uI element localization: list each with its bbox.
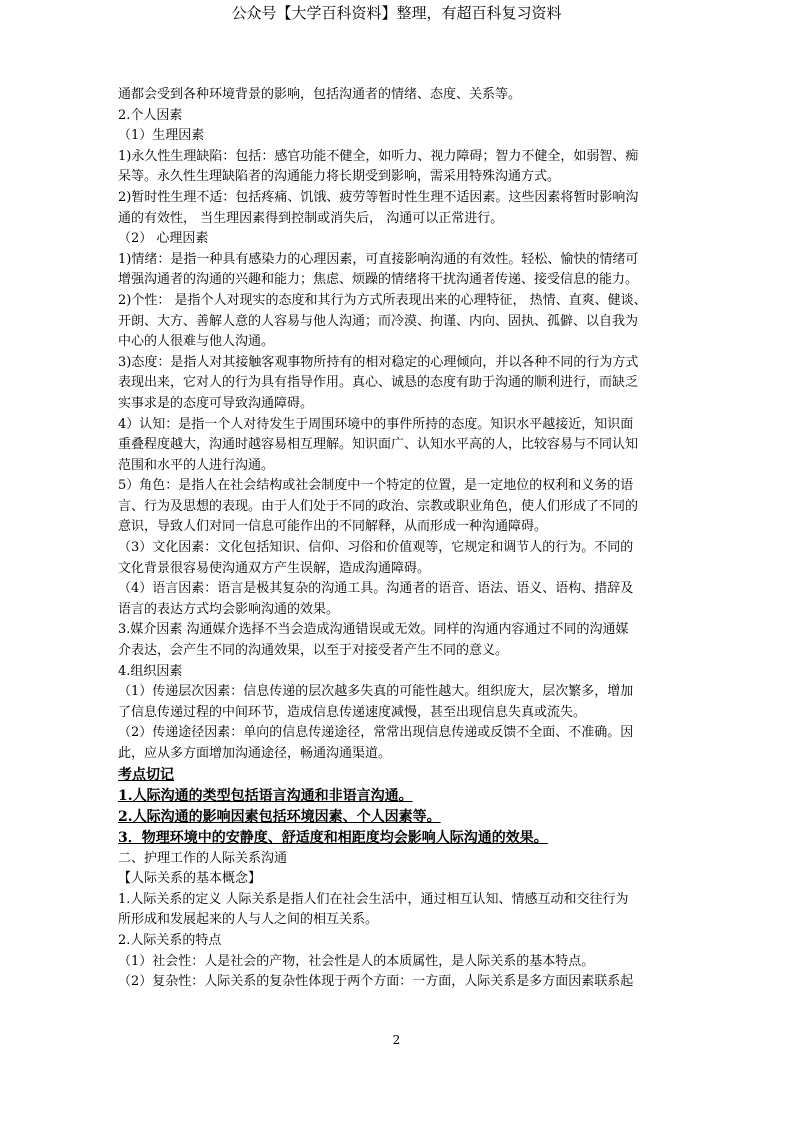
- text-line: 所形成和发展起来的人与人之间的相互关系。: [118, 912, 379, 928]
- text-line: 表现出来，它对人的行为具有指导作用。真心、诚恳的态度有助于沟通的顺利进行，而缺乏: [118, 375, 639, 391]
- text-line: 3.媒介因素 沟通媒介选择不当会造成沟通错误或无效。同样的沟通内容通过不同的沟通媒: [118, 622, 629, 638]
- page-number: 2: [392, 1033, 401, 1047]
- text-line: 3)态度：是指人对其接触客观事物所持有的相对稳定的心理倾向，并以各种不同的行为方式: [118, 354, 639, 370]
- text-line: 文化背景很容易使沟通双方产生误解，造成沟通障碍。: [118, 560, 431, 576]
- key-points-title: 考点切记: [118, 766, 174, 783]
- text-line: 开朗、大方、善解人意的人容易与他人沟通；而冷漠、拘谨、内向、固执、孤僻、以自我为: [118, 313, 639, 329]
- text-line: 范围和水平的人进行沟通。: [118, 457, 275, 473]
- text-line: 呆等。永久性生理缺陷者的沟通能力将长期受到影响，需采用特殊沟通方式。: [118, 169, 561, 185]
- text-line: 4）认知：是指一个人对待发生于周围环境中的事件所持的态度。知识水平越接近，知识面: [118, 416, 634, 432]
- page-header: 公众号【大学百科资料】整理，有超百科复习资料: [231, 4, 562, 22]
- text-line: 了信息传递过程的中间环节，造成信息传递速度减慢，甚至出现信息失真或流失。: [118, 704, 587, 720]
- text-line: （1）生理因素: [118, 128, 205, 144]
- text-line: （1）传递层次因素：信息传递的层次越多失真的可能性越大。组织庞大，层次繁多，增加: [118, 684, 634, 700]
- key-point-item: 2.人际沟通的影响因素包括环境因素、个人因素等。: [118, 808, 441, 825]
- subsection-heading: 【人际关系的基本概念】: [118, 871, 262, 887]
- text-line: （4）语言因素：语言是极其复杂的沟通工具。沟通者的语音、语法、语义、语构、措辞及: [118, 581, 634, 597]
- text-line: 通都会受到各种环境背景的影响，包括沟通者的情绪、态度、关系等。: [118, 87, 522, 102]
- text-line: 意识，导致人们对同一信息可能作出的不同解释，从而形成一种沟通障碍。: [118, 519, 548, 535]
- text-line: 重叠程度越大，沟通时越容易相互理解。知识面广、认知水平高的人，比较容易与不同认知: [118, 437, 639, 453]
- text-line: 通的有效性， 当生理因素得到控制或消失后， 沟通可以正常进行。: [118, 210, 504, 226]
- text-line: 2)个性： 是指个人对现实的态度和其行为方式所表现出来的心理特征， 热情、直爽、健谈、: [118, 292, 647, 308]
- text-line: 介表达，会产生不同的沟通效果，以至于对接受者产生不同的意义。: [118, 643, 509, 659]
- text-line: （3）文化因素：文化包括知识、信仰、习俗和价值观等，它规定和调节人的行为。不同的: [118, 540, 634, 556]
- section-text-block: [118, 849, 678, 993]
- section-heading: 二、护理工作的人际关系沟通: [118, 850, 288, 866]
- text-line: 5）角色：是指人在社会结构或社会制度中一个特定的位置，是一定地位的权利和义务的语: [118, 478, 634, 494]
- key-point-item: 3．物理环境中的安静度、舒适度和相距度均会影响人际沟通的效果。: [118, 829, 548, 846]
- key-point-item: 1.人际沟通的类型包括语言沟通和非语言沟通。: [118, 787, 413, 804]
- key-points-block: [118, 765, 678, 849]
- text-line: 实事求是的态度可导致沟通障碍。: [118, 395, 314, 411]
- text-line: （2）复杂性：人际关系的复杂性体现于两个方面：一方面，人际关系是多方面因素联系起: [118, 974, 634, 990]
- text-line: 4.组织因素: [118, 663, 183, 679]
- text-line: 1)情绪：是指一种具有感染力的心理因素，可直接影响沟通的有效性。轻松、愉快的情绪可: [118, 251, 639, 267]
- text-line: 此，应从多方面增加沟通途径，畅通沟通渠道。: [118, 746, 392, 761]
- text-line: 语言的表达方式均会影响沟通的效果。: [118, 601, 340, 617]
- text-line: （2） 心理因素: [118, 231, 209, 247]
- text-line: 言、行为及思想的表现。由于人们处于不同的政治、宗教或职业角色，使人们形成了不同的: [118, 498, 639, 514]
- body-text-block: [118, 85, 678, 765]
- text-line: （1）社会性：人是社会的产物，社会性是人的本质属性，是人际关系的基本特点。: [118, 953, 595, 969]
- text-line: 2)暂时性生理不适：包括疼痛、饥饿、疲劳等暂时性生理不适因素。这些因素将暂时影响沟: [118, 189, 639, 205]
- text-line: 1)永久性生理缺陷：包括：感官功能不健全，如听力、视力障碍；智力不健全，如弱智、痴: [118, 148, 639, 164]
- page-body: [118, 85, 678, 993]
- text-line: 2.人际关系的特点: [118, 932, 222, 948]
- text-line: 2.个人因素: [118, 107, 183, 123]
- text-line: 中心的人很难与他人沟通。: [118, 334, 275, 350]
- text-line: 1.人际关系的定义 人际关系是指人们在社会生活中，通过相互认知、情感互动和交往行为: [118, 891, 629, 907]
- text-line: 增强沟通者的沟通的兴趣和能力；焦虑、烦躁的情绪将干扰沟通者传递、接受信息的能力。: [118, 272, 639, 288]
- text-line: （2）传递途径因素：单向的信息传递途径，常常出现信息传递或反馈不全面、不准确。因: [118, 725, 634, 741]
